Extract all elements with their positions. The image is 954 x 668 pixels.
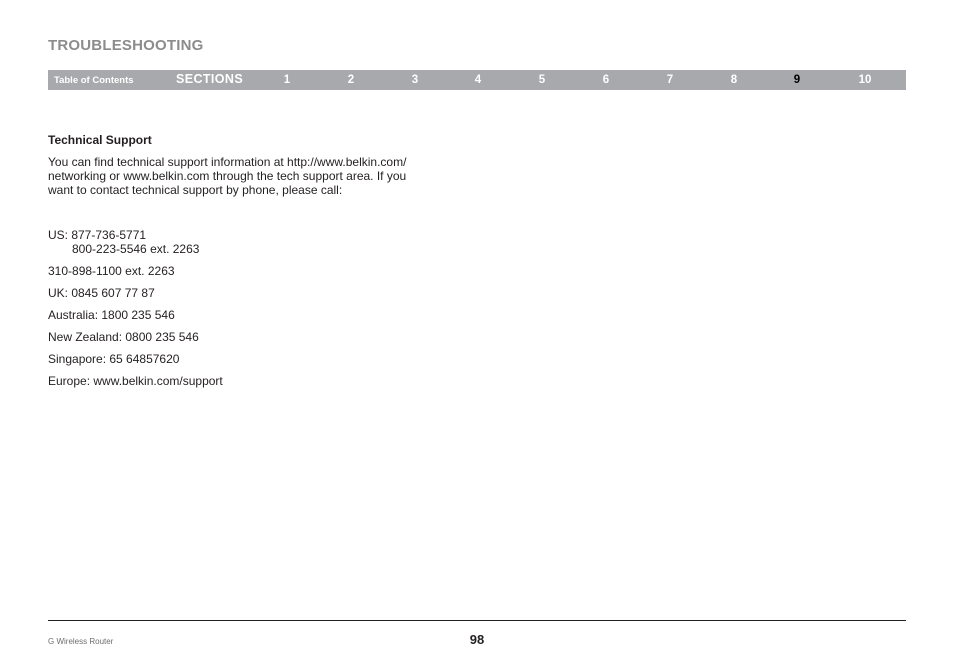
section-nav-bar [48,70,906,90]
nav-section-5-link[interactable]: 5 [538,74,546,86]
contact-new-zealand: New Zealand: 0800 235 546 [48,330,199,344]
intro-line: want to contact technical support by phone, please call: [48,183,343,197]
contact-europe: Europe: www.belkin.com/support [48,374,223,388]
contact-uk: UK: 0845 607 77 87 [48,286,155,300]
contact-list [48,228,468,388]
main-content [48,133,468,396]
sections-label: SECTIONS [176,72,244,86]
contact-us-primary: US: 877-736-5771 [48,228,147,242]
section-heading: Technical Support [48,133,152,147]
footer-divider [48,620,906,621]
table-of-contents-link[interactable]: Table of Contents [54,75,134,86]
intro-line: networking or www.belkin.com through the tech support area. If you [48,169,407,183]
nav-section-1-link[interactable]: 1 [283,74,291,86]
footer-product-name: G Wireless Router [48,637,114,646]
page-number: 98 [469,632,485,647]
nav-section-8-link[interactable]: 8 [730,74,738,86]
contact-extension: 310-898-1100 ext. 2263 [48,264,175,278]
contact-us-secondary: 800-223-5546 ext. 2263 [72,242,200,256]
contact-australia: Australia: 1800 235 546 [48,308,175,322]
intro-line: You can find technical support information at http://www.belkin.com/ [48,155,407,169]
contact-singapore: Singapore: 65 64857620 [48,352,180,366]
nav-section-6-link[interactable]: 6 [602,74,610,86]
intro-paragraph [48,155,468,197]
nav-section-2-link[interactable]: 2 [347,74,355,86]
nav-section-9-link-active[interactable]: 9 [793,74,801,86]
page-section-title: TROUBLESHOOTING [48,37,204,54]
nav-section-4-link[interactable]: 4 [474,74,482,86]
nav-section-3-link[interactable]: 3 [411,74,419,86]
contact-us [48,228,468,256]
nav-section-7-link[interactable]: 7 [666,74,674,86]
nav-section-10-link[interactable]: 10 [858,74,872,86]
